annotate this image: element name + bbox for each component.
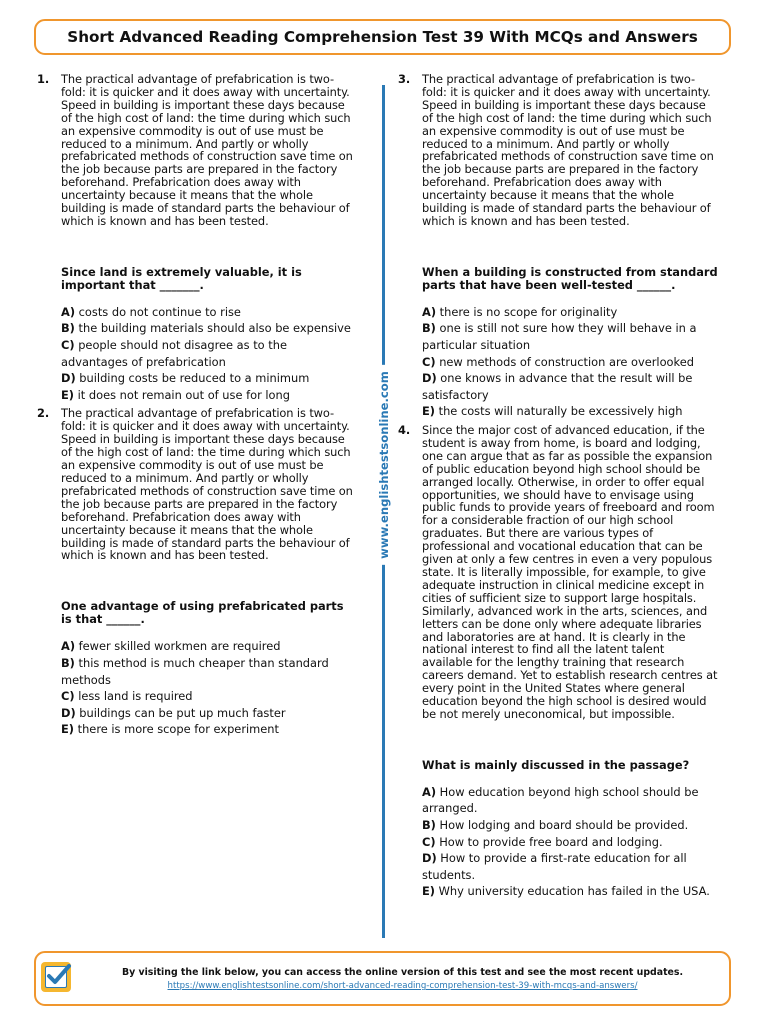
option-list [422,784,718,900]
option-letter: B) [61,655,75,670]
option-letter: A) [422,304,437,319]
question-number: 1. [37,72,50,86]
option-letter: C) [422,354,436,369]
site-watermark: www.englishtestsonline.com [377,365,391,565]
page-title: Short Advanced Reading Comprehension Test 39 With MCQs and Answers [67,28,698,46]
option-list [61,638,357,738]
option-b[interactable] [61,655,357,688]
option-d[interactable] [422,370,718,403]
option-letter: D) [422,371,437,386]
option-c[interactable] [61,337,357,370]
page-title-box [34,19,731,55]
footer-box [34,951,731,1006]
option-text: How to provide a first-rate education for all students. [422,851,687,882]
question-2 [37,407,357,737]
option-b[interactable] [422,320,718,353]
question-number: 3. [398,72,411,86]
option-c[interactable] [422,354,718,371]
option-d[interactable] [61,370,357,387]
option-letter: D) [422,851,437,866]
left-column [37,73,357,738]
right-column [398,73,718,900]
option-list [61,304,357,404]
option-b[interactable] [61,320,357,337]
option-text: building costs be reduced to a minimum [79,371,310,386]
question-stem: One advantage of using prefabricated parts is that ______. [61,599,344,627]
option-letter: A) [422,784,437,799]
option-a[interactable] [422,304,718,321]
option-letter: D) [61,705,76,720]
option-text: less land is required [78,689,193,704]
question-number: 4. [398,423,411,438]
option-d[interactable] [61,705,357,722]
option-text: How to provide free board and lodging. [439,834,663,849]
option-letter: E) [422,884,435,899]
option-b[interactable] [422,817,718,834]
option-text: there is more scope for experiment [77,722,279,737]
option-a[interactable] [61,638,357,655]
option-text: buildings can be put up much faster [79,705,286,720]
question-stem: What is mainly discussed in the passage? [422,757,690,772]
question-1 [37,73,357,403]
option-text: the building materials should also be expensive [78,321,351,336]
option-e[interactable] [422,403,718,420]
option-letter: D) [61,371,76,386]
option-letter: E) [61,387,74,402]
checkmark-icon [44,963,72,989]
option-e[interactable] [61,721,357,738]
option-letter: A) [61,639,76,654]
option-letter: B) [61,321,75,336]
option-text: How education beyond high school should be arranged. [422,784,699,816]
option-a[interactable] [61,304,357,321]
option-text: costs do not continue to rise [78,304,241,319]
option-letter: C) [422,834,436,849]
question-4 [398,424,718,900]
option-c[interactable] [422,834,718,851]
question-stem: When a building is constructed from standard parts that have been well-tested ______. [422,264,718,292]
option-text: this method is much cheaper than standard methods [61,655,329,687]
option-a[interactable] [422,784,718,817]
option-text: the costs will naturally be excessively high [438,404,683,419]
option-text: there is no scope for originality [439,304,618,319]
option-letter: E) [61,722,74,737]
option-text: How lodging and board should be provided. [439,818,689,833]
option-letter: B) [422,818,436,833]
question-stem: Since land is extremely valuable, it is important that _______. [61,264,302,292]
option-e[interactable] [61,387,357,404]
option-text: fewer skilled workmen are required [78,639,281,654]
question-passage: The practical advantage of prefabrication is two-fold: it is quicker and it does away with uncertainty. Speed in building is important these days because of the high cost of land: the time during which such an expensive commodity is out of use must be reduced to a minimum. And partly or wholly prefabricated methods of construction save time on the job because parts are prepared in the factory beforehand. Prefabrication does away with uncertainty because it means that the whole building is made of standard parts the behaviour of which is known and has been tested. [61,72,353,228]
option-text: Why university education has failed in the USA. [438,884,710,899]
option-text: one knows in advance that the result will be satisfactory [422,371,693,402]
footer-link[interactable]: https://www.englishtestsonline.com/short-advanced-reading-comprehension-test-39-with-mcqs-and-answers/ [167,981,638,991]
option-letter: A) [61,304,76,319]
option-e[interactable] [422,883,718,900]
option-list [422,304,718,420]
footer-notice: By visiting the link below, you can access the online version of this test and see the most recent updates. [121,967,684,978]
option-letter: C) [61,338,75,353]
checkbox-icon [41,962,71,992]
option-letter: B) [422,321,436,336]
option-text: people should not disagree as to the advantages of prefabrication [61,338,287,369]
question-3 [398,73,718,420]
question-number: 2. [37,406,50,421]
question-passage: The practical advantage of prefabrication is two-fold: it is quicker and it does away with uncertainty. Speed in building is important these days because of the high cost of land: the time during which such an expensive commodity is out of use must be reduced to a minimum. And partly or wholly prefabricated methods of construction save time on the job because parts are prepared in the factory beforehand. Prefabrication does away with uncertainty because it means that the whole building is made of standard parts the behaviour of which is known and has been tested. [61,406,353,563]
question-passage: The practical advantage of prefabrication is two-fold: it is quicker and it does away with uncertainty. Speed in building is important these days because of the high cost of land: the time during which such an expensive commodity is out of use must be reduced to a minimum. And partly or wholly prefabricated methods of construction save time on the job because parts are prepared in the factory beforehand. Prefabrication does away with uncertainty because it means that the whole building is made of standard parts the behaviour of which is known and has been tested. [422,72,714,228]
option-text: new methods of construction are overlooked [439,354,694,369]
option-text: it does not remain out of use for long [77,387,290,402]
option-c[interactable] [61,688,357,705]
option-letter: C) [61,689,75,704]
option-letter: E) [422,404,435,419]
option-d[interactable] [422,850,718,883]
option-text: one is still not sure how they will behave in a particular situation [422,321,697,353]
question-passage: Since the major cost of advanced education, if the student is away from home, is board and lodging, one can argue that as far as possible the expansion of public education beyond high school should be arranged locally. Otherwise, in order to offer equal opportunities, we should have to envisage using public funds to provide years of freeboard and room for a considerable fraction of our high school graduates. But there are various types of professional and vocational education that can be given at only a few centres in even a very populous state. It is literally impossible, for example, to give adequate instruction in clinical medicine except in cities of sufficient size to support large hospitals. Similarly, advanced work in the arts, sciences, and letters can be done only where adequate libraries and laboratories are at hand. It is clearly in the national interest to find all the latent talent available for the lengthy training that research careers demand. Yet to establish research centres at every point in the United States where general education beyond the high school is desired would be not merely uneconomical, but impossible. [422,423,718,721]
